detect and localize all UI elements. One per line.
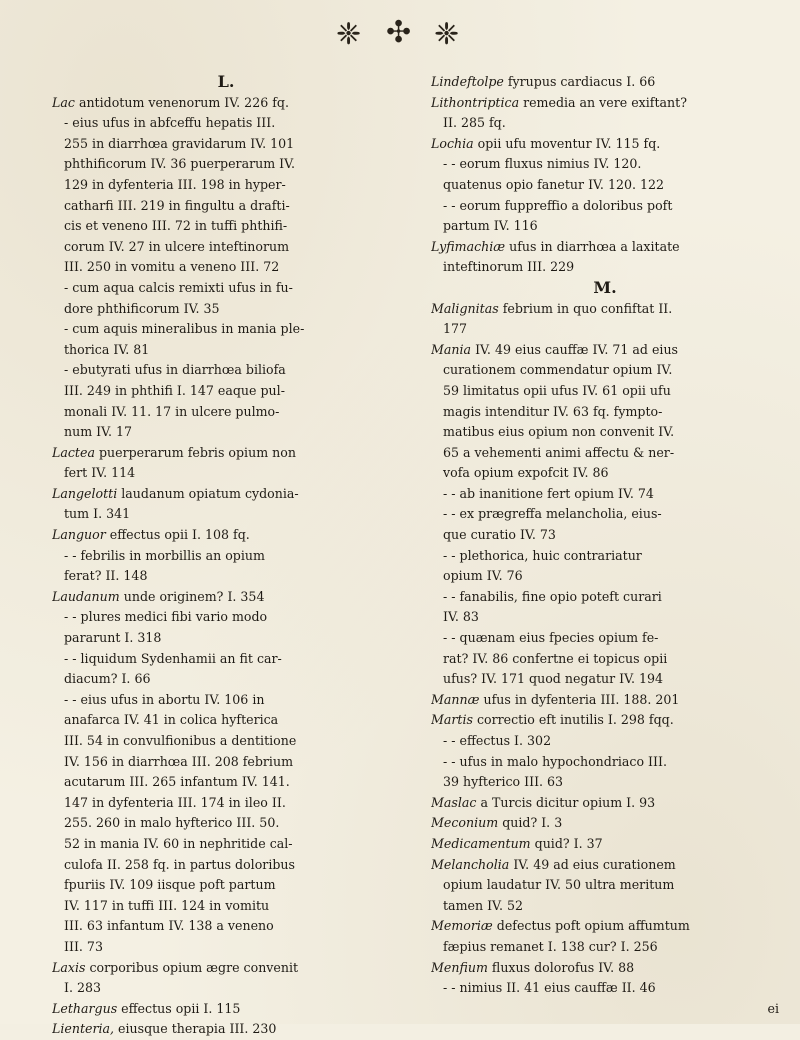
index-headword: Languor: [52, 527, 106, 543]
index-text: culofa II. 258 fq. in partus doloribus: [64, 856, 295, 872]
index-text: - - ab inanitione fert opium IV. 74: [443, 485, 654, 501]
index-line: [431, 319, 779, 340]
index-line: [431, 978, 779, 999]
index-line: [52, 278, 400, 299]
index-line: [52, 546, 400, 567]
index-text: 147 in dyfenteria III. 174 in ileo II.: [64, 794, 286, 810]
index-line: [431, 525, 779, 546]
index-text: remedia an vere exiftant?: [519, 94, 687, 110]
index-text: thorica IV. 81: [64, 341, 150, 357]
index-line: [431, 958, 779, 979]
index-text: fluxus dolorofus IV. 88: [487, 959, 635, 975]
index-text: correctio eft inutilis I. 298 fqq.: [472, 712, 674, 728]
index-text: fpuriis IV. 109 iisque poft partum: [64, 877, 276, 893]
index-text: 52 in mania IV. 60 in nephritide cal-: [64, 835, 293, 851]
index-line: [431, 793, 779, 814]
header-ornaments: [0, 14, 800, 74]
index-headword: Lethargus: [52, 1000, 118, 1016]
index-text: opium IV. 76: [443, 568, 523, 584]
right-entries: [431, 72, 779, 1019]
index-text: - - febrilis in morbillis an opium: [64, 547, 265, 563]
index-text: quid? I. 37: [530, 835, 603, 851]
index-text: IV. 83: [443, 609, 479, 625]
index-line: [431, 196, 779, 217]
index-text: 129 in dyfenteria III. 198 in hyper-: [64, 176, 286, 192]
index-line: [52, 731, 400, 752]
index-line: [52, 1019, 400, 1040]
index-text: curationem commendatur opium IV.: [443, 362, 673, 378]
index-line: [52, 299, 400, 320]
index-line: [52, 649, 400, 670]
index-line: [52, 752, 400, 773]
index-line: [431, 834, 779, 855]
index-line: [52, 381, 400, 402]
index-line: [431, 566, 779, 587]
index-line: [52, 587, 400, 608]
index-headword: Langelotti: [52, 485, 118, 501]
index-text: matibus eius opium non convenit IV.: [443, 424, 675, 440]
index-text: IV. 49 eius cauffæ IV. 71 ad eius: [471, 341, 679, 357]
index-line: [52, 340, 400, 361]
index-headword: Medicamentum: [431, 835, 531, 851]
index-text: - eius ufus in abfceffu hepatis III.: [64, 115, 276, 131]
index-text: tum I. 341: [64, 506, 131, 522]
index-text: unde originem? I. 354: [119, 588, 265, 604]
index-line: [431, 607, 779, 628]
catchword: ei: [767, 1000, 779, 1016]
index-line: [52, 958, 400, 979]
index-line: [52, 463, 400, 484]
index-text: rat? IV. 86 confertne ei topicus opii: [443, 650, 668, 666]
index-headword: Lochia: [431, 135, 474, 151]
index-text: - cum aquis mineralibus in mania ple-: [64, 321, 305, 337]
index-column-right: [431, 72, 779, 1019]
index-text: fert IV. 114: [64, 465, 136, 481]
index-text: magis intenditur IV. 63 fq. fympto-: [443, 403, 663, 419]
index-line: [52, 319, 400, 340]
index-text: dore phthificorum IV. 35: [64, 300, 220, 316]
index-text: - - eius ufus in abortu IV. 106 in: [64, 691, 265, 707]
index-text: partum IV. 116: [443, 218, 538, 234]
index-text: corporibus opium ægre convenit: [85, 959, 299, 975]
index-line: [431, 463, 779, 484]
index-text: - - plures medici fibi vario modo: [64, 609, 268, 625]
index-line: [52, 607, 400, 628]
left-entries: [52, 93, 400, 1040]
index-text: effectus opii I. 108 fq.: [105, 527, 250, 543]
index-headword: Maslac: [431, 794, 477, 810]
index-text: III. 250 in vomitu a veneno III. 72: [64, 259, 280, 275]
index-text: antidotum venenorum IV. 226 fq.: [74, 94, 289, 110]
index-text: 59 limitatus opii ufus IV. 61 opii ufu: [443, 382, 671, 398]
index-headword: Martis: [431, 712, 473, 728]
index-line: [431, 402, 779, 423]
index-line: [431, 299, 779, 320]
index-line: [431, 587, 779, 608]
index-text: opii ufu moventur IV. 115 fq.: [473, 135, 661, 151]
index-text: - ebutyrati ufus in diarrhœa biliofa: [64, 362, 286, 378]
index-text: quatenus opio fanetur IV. 120. 122: [443, 176, 665, 192]
index-text: III. 63 infantum IV. 138 a veneno: [64, 918, 274, 934]
index-text: - - quænam eius fpecies opium fe-: [443, 630, 659, 646]
index-line: [52, 175, 400, 196]
index-text: - - eorum fuppreffio a doloribus poft: [443, 197, 673, 213]
index-text: IV. 156 in diarrhœa III. 208 febrium: [64, 753, 294, 769]
index-line: [431, 154, 779, 175]
index-line: [52, 772, 400, 793]
index-line: [431, 937, 779, 958]
index-line: [431, 340, 779, 361]
index-line: [52, 855, 400, 876]
index-text: - - effectus I. 302: [443, 733, 552, 748]
index-text: III. 54 in convulfionibus a dentitione: [64, 733, 297, 748]
index-text: defectus poft opium affumtum: [492, 918, 690, 934]
index-line: [52, 710, 400, 731]
index-line: [431, 669, 779, 690]
index-line: [431, 484, 779, 505]
index-line: [431, 731, 779, 752]
index-line: [431, 175, 779, 196]
index-line: [431, 113, 779, 134]
index-text: pararunt I. 318: [64, 630, 162, 646]
index-text: III. 249 in phthifi I. 147 eaque pul-: [64, 382, 285, 398]
index-headword: Malignitas: [431, 300, 499, 316]
index-text: 255. 260 in malo hyfterico III. 50.: [64, 815, 280, 831]
index-line: [52, 896, 400, 917]
index-line: [52, 93, 400, 114]
index-line: [431, 772, 779, 793]
index-line: [431, 855, 779, 876]
index-line: [431, 546, 779, 567]
index-line: [431, 649, 779, 670]
section-letter-m: M.: [593, 277, 617, 297]
index-headword: Meconium: [431, 815, 499, 831]
index-text: diacum? I. 66: [64, 671, 151, 687]
index-line: [52, 669, 400, 690]
index-line: [52, 999, 400, 1020]
index-line: [52, 443, 400, 464]
index-text: effectus opii I. 115: [117, 1000, 241, 1016]
index-text: que curatio IV. 73: [443, 527, 556, 543]
index-line: [52, 875, 400, 896]
index-text: ufus in diarrhœa a laxitate: [505, 238, 680, 254]
index-text: eiusque therapia III. 230: [114, 1021, 277, 1037]
index-line: [431, 93, 779, 114]
index-line: [431, 257, 779, 278]
index-line: [431, 216, 779, 237]
index-headword: Lac: [52, 94, 75, 110]
index-line: [431, 690, 779, 711]
index-line: [52, 504, 400, 525]
index-text: tamen IV. 52: [443, 897, 523, 913]
index-text: II. 285 fq.: [443, 115, 506, 131]
index-line: [52, 690, 400, 711]
index-line: [52, 978, 400, 999]
index-text: opium laudatur IV. 50 ultra meritum: [443, 877, 675, 893]
index-headword: Memoriæ: [431, 918, 493, 934]
index-headword: Lactea: [52, 444, 95, 460]
index-headword: Lindeftolpe: [431, 74, 504, 89]
index-text: monali IV. 11. 17 in ulcere pulmo-: [64, 403, 280, 419]
index-line: [52, 916, 400, 937]
index-text: puerperarum febris opium non: [94, 444, 296, 460]
index-line: [431, 422, 779, 443]
section-letter-l: L.: [217, 72, 235, 91]
index-headword: Mania: [431, 341, 472, 357]
index-line: [431, 360, 779, 381]
index-line: [52, 422, 400, 443]
index-line: [52, 216, 400, 237]
index-line: [431, 72, 779, 93]
index-line: [431, 875, 779, 896]
index-line: [431, 443, 779, 464]
index-line: [431, 999, 779, 1020]
index-text: num IV. 17: [64, 424, 133, 440]
index-line: [52, 113, 400, 134]
index-text: anafarca IV. 41 in colica hyfterica: [64, 712, 279, 728]
index-headword: Laxis: [52, 959, 86, 975]
index-text: laudanum opiatum cydonia-: [117, 485, 299, 501]
index-text: 65 a vehementi animi affectu & ner-: [443, 444, 675, 460]
index-text: inteftinorum III. 229: [443, 259, 575, 275]
index-text: III. 73: [64, 938, 103, 954]
index-text: quid? I. 3: [498, 815, 563, 831]
index-line: [52, 134, 400, 155]
index-text: febrium in quo confiftat II.: [498, 300, 673, 316]
index-line: [431, 916, 779, 937]
index-text: corum IV. 27 in ulcere inteftinorum: [64, 238, 290, 254]
index-line: [431, 237, 779, 258]
index-text: IV. 117 in tuffi III. 124 in vomitu: [64, 897, 270, 913]
index-line: [431, 504, 779, 525]
ornament-right: ❈: [434, 17, 460, 52]
index-text: cis et veneno III. 72 in tuffi phthifi-: [64, 218, 288, 234]
index-line: [431, 813, 779, 834]
index-line: [52, 525, 400, 546]
index-column-left: [52, 72, 400, 1040]
index-text: - - nimius II. 41 eius cauffæ II. 46: [443, 980, 656, 996]
index-text: - cum aqua calcis remixti ufus in fu-: [64, 279, 293, 295]
index-text: fyrupus cardiacus I. 66: [503, 74, 656, 89]
index-text: - - fanabilis, fine opio poteft curari: [443, 588, 662, 604]
index-line: [52, 566, 400, 587]
index-line: [52, 937, 400, 958]
index-text: IV. 49 ad eius curationem: [509, 856, 676, 872]
index-line: [52, 237, 400, 258]
index-text: - - plethorica, huic contrariatur: [443, 547, 642, 563]
index-text: phthificorum IV. 36 puerperarum IV.: [64, 156, 296, 172]
index-text: acutarum III. 265 infantum IV. 141.: [64, 774, 290, 790]
index-line: [52, 257, 400, 278]
index-line: [431, 710, 779, 731]
index-text: - - eorum fluxus nimius IV. 120.: [443, 156, 642, 172]
index-text: a Turcis dicitur opium I. 93: [476, 794, 656, 810]
index-line: [431, 381, 779, 402]
index-headword: Mannæ: [431, 691, 480, 707]
index-line: [52, 402, 400, 423]
index-text: 39 hyfterico III. 63: [443, 774, 564, 790]
index-line: [52, 484, 400, 505]
index-line: [431, 134, 779, 155]
index-text: ufus? IV. 171 quod negatur IV. 194: [443, 671, 664, 687]
index-line: [52, 793, 400, 814]
index-text: ferat? II. 148: [64, 568, 148, 584]
index-text: 255 in diarrhœa gravidarum IV. 101: [64, 135, 295, 151]
index-headword: Lyfimachiæ: [431, 238, 506, 254]
index-text: - - ufus in malo hypochondriaco III.: [443, 753, 667, 769]
index-line: [52, 196, 400, 217]
index-headword: Lithontriptica: [431, 94, 520, 110]
index-line: [52, 628, 400, 649]
index-headword: Melancholia: [431, 856, 510, 872]
index-line: [431, 752, 779, 773]
ornament-left: ❈: [336, 17, 362, 52]
index-text: - - liquidum Sydenhamii an fit car-: [64, 650, 282, 666]
index-text: - - ex prægreffa melancholia, eius-: [443, 506, 662, 522]
index-headword: Lienteria,: [52, 1021, 115, 1037]
index-line: [431, 896, 779, 917]
index-text: ufus in dyfenteria III. 188. 201: [479, 691, 680, 707]
index-text: catharfi III. 219 in fingultu a drafti-: [64, 197, 290, 213]
index-text: vofa opium expofcit IV. 86: [443, 465, 609, 481]
index-headword: Laudanum: [52, 588, 120, 604]
ornament-center: ✣: [386, 15, 412, 50]
index-line: [52, 360, 400, 381]
index-headword: Menfium: [431, 959, 488, 975]
index-text: I. 283: [64, 980, 102, 996]
index-text: fæpius remanet I. 138 cur? I. 256: [443, 938, 658, 954]
index-line: [52, 813, 400, 834]
index-line: [52, 154, 400, 175]
index-line: [52, 834, 400, 855]
index-text: 177: [443, 321, 468, 337]
index-line: [431, 628, 779, 649]
